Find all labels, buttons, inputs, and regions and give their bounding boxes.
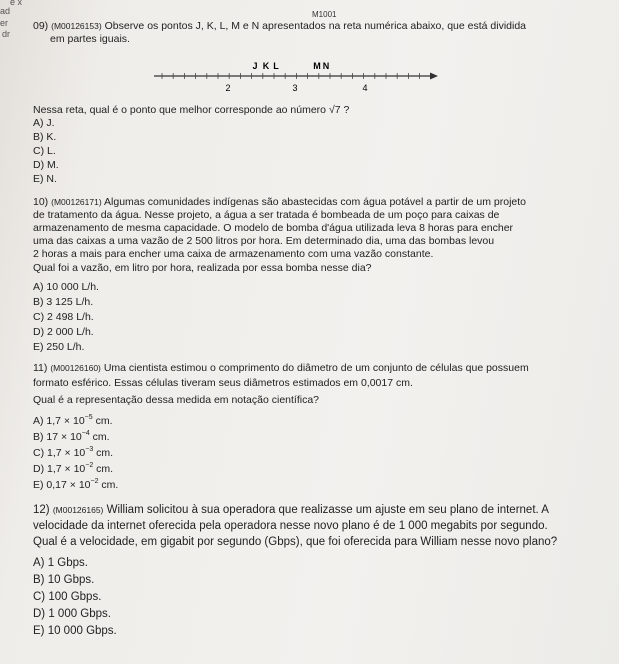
option-unit: cm. — [93, 463, 114, 475]
tick-label-2: 2 — [225, 83, 231, 93]
header-code: M1001 — [312, 10, 337, 19]
tick-label-4: 4 — [362, 83, 368, 93]
q11-option-d[interactable] — [33, 462, 113, 475]
q09-prompt — [33, 104, 349, 118]
q10-option-d[interactable]: D) 2 000 L/h. — [33, 326, 94, 338]
point-label-j: J — [252, 61, 258, 71]
point-label-n: N — [322, 61, 330, 71]
q10-line4: uma das caixas a uma vazão de 2 500 litros por hora. Em determinado dia, uma das bombas levou — [33, 235, 495, 247]
q11-line1 — [33, 362, 529, 374]
edge-fragment: e x — [10, 0, 23, 7]
q10-code: (M00126171) — [51, 197, 102, 207]
q09-option-c[interactable]: C) L. — [33, 145, 56, 157]
option-base: 17 × 10 — [46, 431, 82, 443]
q12-code: (M00126165) — [52, 505, 104, 515]
q09-line1 — [33, 20, 526, 34]
point-label-m: M — [313, 61, 321, 71]
q09-code: (M00126153) — [51, 21, 102, 31]
q10-line3: armazenamento de mesma capacidade. O modelo de bomba d'água utilizada leva 8 horas para encher — [33, 222, 514, 234]
q10-line5: 2 horas a mais para encher uma caixa de armazenamento com uma vazão constante. — [33, 248, 434, 260]
q10-option-a[interactable]: A) 10 000 L/h. — [33, 281, 99, 293]
option-exponent: −2 — [90, 478, 99, 485]
q11-option-a[interactable] — [33, 414, 113, 427]
q09-option-d[interactable]: D) M. — [33, 159, 59, 171]
option-exponent: −3 — [85, 446, 94, 453]
option-base: 1,7 × 10 — [46, 415, 85, 427]
q09-number: 09) — [33, 20, 49, 32]
q12-option-c[interactable]: C) 100 Gbps. — [33, 591, 102, 603]
q09-option-a[interactable]: A) J. — [33, 117, 55, 129]
option-label: B) — [33, 431, 44, 443]
q12-option-d[interactable]: D) 1 000 Gbps. — [33, 608, 111, 620]
option-label: C) — [33, 447, 45, 459]
option-base: 0,17 × 10 — [46, 479, 91, 491]
q09-prompt-math: √7 — [328, 104, 341, 116]
point-label-l: L — [273, 61, 279, 71]
q10-option-c[interactable]: C) 2 498 L/h. — [33, 311, 94, 323]
tick-label-3: 3 — [292, 83, 298, 93]
option-exponent: −5 — [84, 414, 93, 421]
q09-option-b[interactable]: B) K. — [33, 131, 57, 143]
q11-number: 11) — [33, 362, 48, 374]
q12-text: William solicitou à sua operadora que realizasse um ajuste em seu plano de internet. A — [106, 504, 549, 516]
q09-option-e[interactable]: E) N. — [33, 173, 57, 185]
q10-text: Algumas comunidades indígenas são abastecidas com água potável a partir de um projeto — [104, 196, 527, 208]
option-base: 1,7 × 10 — [47, 447, 86, 459]
q11-option-c[interactable] — [33, 446, 113, 459]
option-label: D) — [33, 463, 45, 475]
q12-question: Qual é a velocidade, em gigabit por segundo (Gbps), que foi oferecida para William nesse novo plano? — [33, 536, 558, 548]
q11-line2: formato esférico. Essas células tiveram seus diâmetros estimados em 0,0017 cm. — [33, 377, 413, 389]
q12-option-e[interactable]: E) 10 000 Gbps. — [33, 625, 117, 637]
q09-prompt-end: ? — [343, 104, 350, 116]
option-base: 1,7 × 10 — [47, 463, 86, 475]
q11-text: Uma cientista estimou o comprimento do diâmetro de um conjunto de células que possuem — [103, 362, 529, 374]
q10-question: Qual foi a vazão, em litro por hora, realizada por essa bomba nesse dia? — [33, 262, 372, 274]
point-label-k: K — [262, 61, 270, 71]
option-unit: cm. — [93, 447, 114, 459]
option-label: A) — [33, 415, 44, 427]
q09-text: Observe os pontos J, K, L, M e N apresentados na reta numérica abaixo, que está dividida — [104, 20, 526, 32]
option-label: E) — [33, 479, 44, 491]
q12-option-b[interactable]: B) 10 Gbps. — [33, 574, 95, 586]
edge-fragment: dr — [2, 29, 11, 39]
q11-code: (M00126160) — [50, 363, 101, 373]
option-exponent: −4 — [81, 430, 90, 437]
q11-option-e[interactable] — [33, 478, 118, 491]
q12-number: 12) — [33, 504, 50, 516]
q12-option-a[interactable]: A) 1 Gbps. — [33, 557, 88, 569]
option-unit: cm. — [92, 415, 113, 427]
option-exponent: −2 — [85, 462, 94, 469]
number-line — [150, 58, 440, 98]
q12-line2: velocidade da internet oferecida pela operadora nesse novo plano é de 1 000 megabits por segundo. — [33, 520, 548, 532]
edge-fragment: er — [0, 18, 9, 28]
q12-line1 — [33, 503, 549, 518]
edge-fragment: ad — [0, 6, 11, 16]
q09-line2: em partes iguais. — [50, 33, 130, 45]
q09-prompt-text: Nessa reta, qual é o ponto que melhor corresponde ao número — [33, 104, 327, 116]
q10-line1 — [33, 196, 526, 210]
q11-option-b[interactable] — [33, 430, 110, 443]
q10-option-b[interactable]: B) 3 125 L/h. — [33, 296, 94, 308]
arrow-right-icon — [430, 73, 438, 80]
q10-line2: de tratamento da água. Nesse projeto, a água a ser tratada é bombeada de um poço para caixas de — [33, 209, 500, 221]
option-unit: cm. — [89, 431, 110, 443]
q11-question: Qual é a representação dessa medida em notação científica? — [33, 394, 320, 406]
q10-option-e[interactable]: E) 250 L/h. — [33, 341, 85, 353]
q10-number: 10) — [33, 196, 49, 208]
option-unit: cm. — [98, 479, 119, 491]
